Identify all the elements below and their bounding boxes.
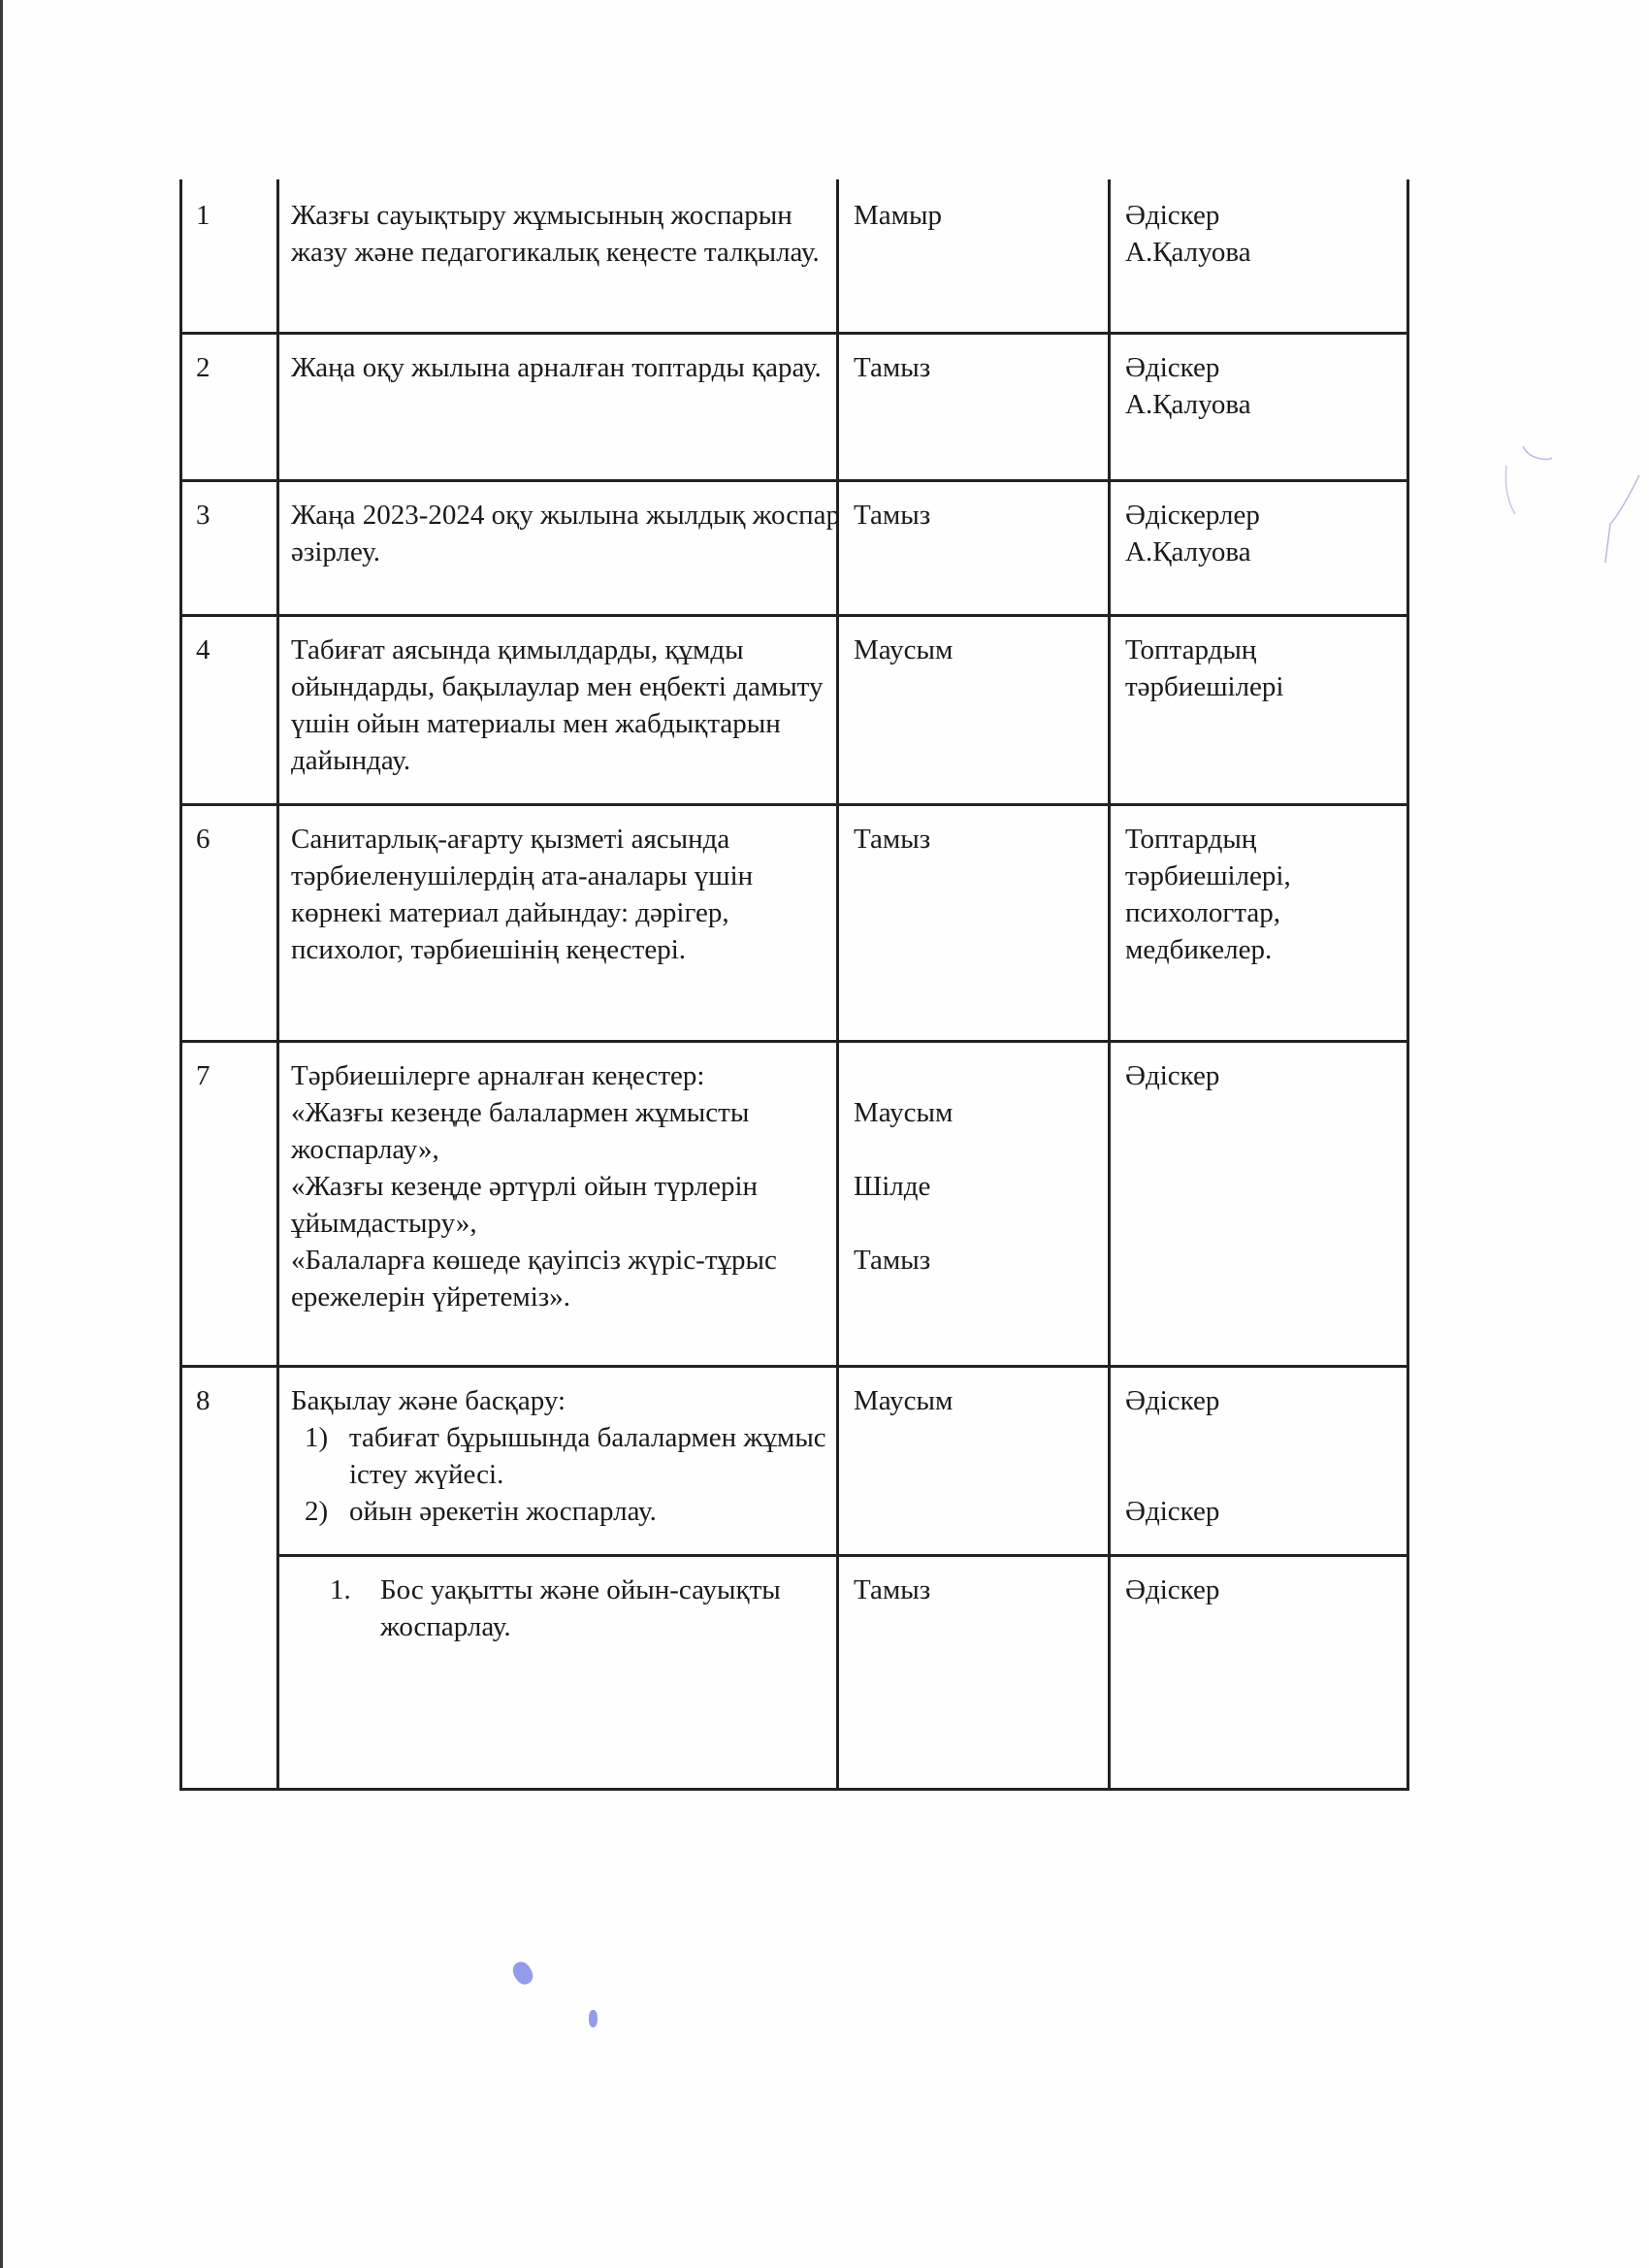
table-border-bottom — [179, 1788, 1409, 1791]
list-item — [291, 1419, 844, 1493]
month-cell: Маусым — [854, 1385, 954, 1416]
row-divider — [179, 614, 1409, 617]
row-number: 8 — [196, 1385, 210, 1416]
month-cell: Маусым — [854, 634, 954, 665]
responsible-cell — [1125, 197, 1406, 271]
month-cell: Тамыз — [854, 1245, 931, 1276]
pencil-mark — [1474, 437, 1649, 601]
list-item-text: табиғат бұрышында балалармен жұмыс істеу жүйесі. — [349, 1422, 826, 1490]
row-divider — [179, 1040, 1409, 1043]
task-cell: Санитарлық-ағарту қызметі аясында тәрбиеленушілердің ата-аналары үшін көрнекі материал дайындау: дәрігер, психолог, тәрбиешінің кеңестері. — [291, 824, 754, 965]
responsible-line: Әдіскерлер — [1125, 500, 1260, 531]
list-marker: 2) — [305, 1496, 329, 1527]
responsible-line: Топтардың — [1125, 824, 1257, 855]
task-cell: Жаңа 2023-2024 оқу жылына жылдық жоспар әзірлеу. — [291, 500, 841, 567]
task-cell: Жаңа оқу жылына арналған топтарды қарау. — [291, 352, 822, 383]
month-cell: Маусым — [854, 1097, 954, 1128]
column-divider-2 — [836, 179, 839, 1791]
table-border-left — [179, 179, 182, 1791]
task-cell: Жазғы сауықтыру жұмысының жоспарын жазу және педагогикалық кеңесте талқылау. — [291, 200, 820, 268]
list-item-text: ойын әрекетін жоспарлау. — [349, 1496, 657, 1527]
row-divider — [179, 479, 1409, 482]
sub-row-divider — [276, 1554, 1409, 1557]
task-title: Тәрбиешілерге арналған кеңестер: — [291, 1060, 705, 1091]
responsible-cell — [1125, 632, 1406, 705]
responsible-cell — [1125, 497, 1406, 570]
ink-blot — [509, 1959, 536, 1988]
row-number: 1 — [196, 200, 210, 231]
list-marker: 1. — [330, 1574, 351, 1605]
column-divider-1 — [276, 179, 279, 1791]
row-divider — [179, 1365, 1409, 1368]
month-cell: Тамыз — [854, 1574, 931, 1605]
month-cell: Мамыр — [854, 200, 942, 231]
task-cell — [291, 1057, 844, 1315]
responsible-line: Әдіскер — [1125, 352, 1220, 383]
responsible-cell — [1125, 349, 1406, 423]
consultation-item: «Жазғы кезеңде балалармен жұмысты жоспарлау», — [291, 1097, 750, 1165]
row-number: 7 — [196, 1060, 210, 1091]
task-cell — [291, 1382, 844, 1530]
month-cell: Тамыз — [854, 824, 931, 855]
row-number: 3 — [196, 500, 210, 531]
list-marker: 1) — [305, 1422, 329, 1453]
responsible-line: медбикелер. — [1125, 934, 1273, 965]
responsible-line: А.Қалуова — [1125, 389, 1251, 420]
responsible-cell: Әдіскер — [1125, 1060, 1220, 1091]
list-item-text: Бос уақытты және ойын-сауықты жоспарлау. — [380, 1574, 781, 1642]
responsible-cell: Әдіскер — [1125, 1496, 1220, 1527]
table-border-right — [1406, 179, 1409, 1791]
row-number: 2 — [196, 352, 210, 383]
ink-blot — [589, 2010, 598, 2027]
responsible-cell: Әдіскер — [1125, 1385, 1220, 1416]
row-number: 6 — [196, 824, 210, 855]
plan-table — [179, 179, 1409, 1791]
responsible-cell: Әдіскер — [1125, 1574, 1220, 1605]
row-number: 4 — [196, 634, 210, 665]
list-item — [291, 1571, 844, 1645]
responsible-line: А.Қалуова — [1125, 237, 1251, 268]
month-cell: Тамыз — [854, 500, 931, 531]
sub-task-cell — [291, 1571, 844, 1645]
responsible-line: тәрбиешілері, — [1125, 860, 1291, 891]
column-divider-3 — [1108, 179, 1111, 1791]
consultation-item: «Балаларға көшеде қауіпсіз жүріс-тұрыс ережелерін үйретеміз». — [291, 1245, 777, 1312]
list-item — [291, 1493, 844, 1530]
month-cell: Шілде — [854, 1171, 931, 1202]
task-title: Бақылау және басқару: — [291, 1385, 566, 1416]
responsible-line: Әдіскер — [1125, 200, 1220, 231]
row-divider — [179, 803, 1409, 806]
month-cell: Тамыз — [854, 352, 931, 383]
responsible-cell — [1125, 821, 1406, 968]
responsible-line: тәрбиешілері — [1125, 671, 1284, 702]
responsible-line: психологтар, — [1125, 897, 1280, 928]
responsible-line: Топтардың — [1125, 634, 1257, 665]
responsible-line: А.Қалуова — [1125, 536, 1251, 567]
row-divider — [179, 332, 1409, 335]
consultation-item: «Жазғы кезеңде әртүрлі ойын түрлерін ұйымдастыру», — [291, 1171, 759, 1239]
task-cell: Табиғат аясында қимылдарды, құмды ойындарды, бақылаулар мен еңбекті дамыту үшін ойын материалы мен жабдықтарын дайындау. — [291, 634, 824, 776]
scan-edge-artifact — [0, 0, 3, 2268]
